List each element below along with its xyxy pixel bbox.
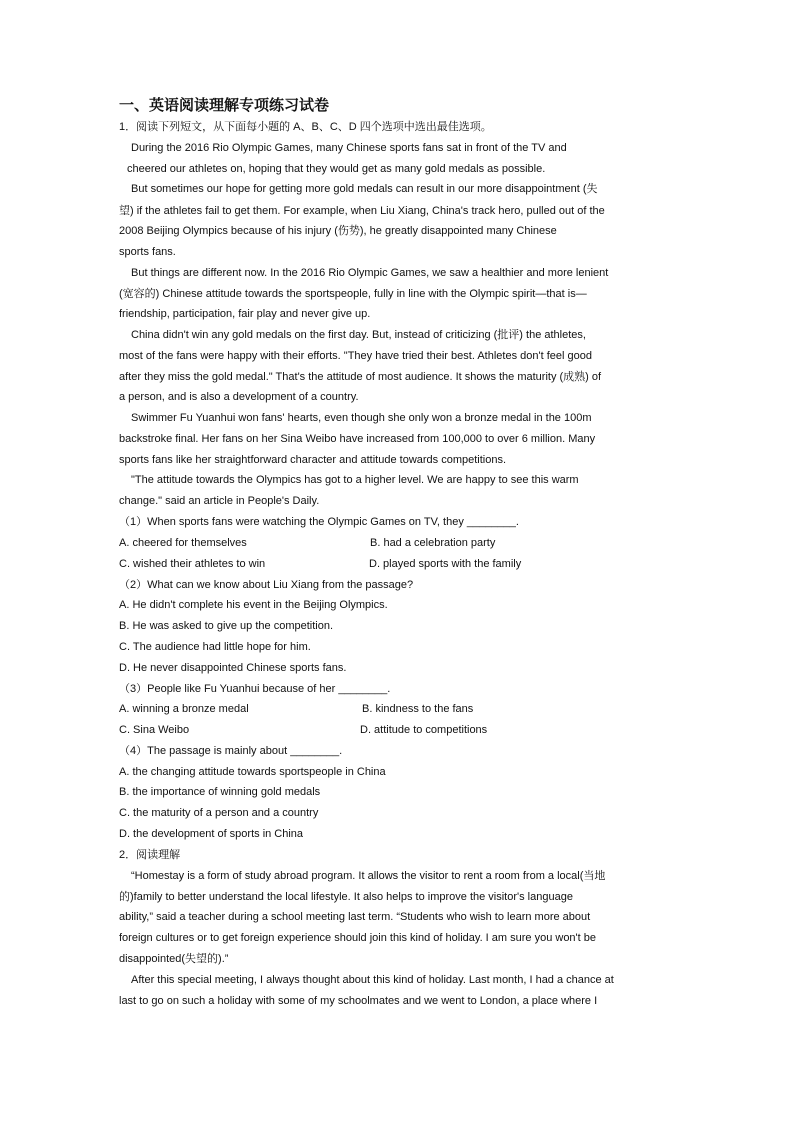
q1-passage-line: change." said an article in People's Daily.: [119, 495, 320, 507]
q1-sub2-option-d: D. He never disappointed Chinese sports fans.: [119, 662, 347, 674]
q1-sub4-option-c: C. the maturity of a person and a country: [119, 807, 319, 819]
q1-sub2-stem: （2）What can we know about Liu Xiang from the passage?: [119, 579, 414, 591]
q1-sub1-stem: （1）When sports fans were watching the Olympic Games on TV, they ________.: [119, 516, 519, 528]
q1-sub2-option-a: A. He didn't complete his event in the Beijing Olympics.: [119, 599, 388, 611]
q1-passage-line: (宽容的) Chinese attitude towards the sportspeople, fully in line with the Olympic spirit—that is—: [119, 288, 587, 300]
q1-passage-line: most of the fans were happy with their efforts. "They have tried their best. Athletes don't feel good: [119, 350, 592, 362]
q1-sub1-option-b: B. had a celebration party: [370, 537, 496, 549]
q1-passage-line: friendship, participation, fair play and never give up.: [119, 308, 371, 320]
q1-passage-line: But sometimes our hope for getting more gold medals can result in our more disappointment (失: [131, 183, 598, 195]
q1-sub1-option-c: C. wished their athletes to win: [119, 558, 266, 570]
q1-sub3-option-d: D. attitude to competitions: [360, 724, 488, 736]
q1-passage-line: after they miss the gold medal." That's the attitude of most audience. It shows the maturity (成熟) of: [119, 371, 602, 383]
q2-header: 2．阅读理解: [119, 849, 181, 861]
q1-passage-line: cheered our athletes on, hoping that they would get as many gold medals as possible.: [127, 163, 546, 175]
q2-passage-line: “Homestay is a form of study abroad program. It allows the visitor to rent a room from a local(当地: [131, 870, 606, 882]
q1-passage-line: 望) if the athletes fail to get them. For example, when Liu Xiang, China's track hero, pulled out of the: [119, 205, 605, 217]
q1-sub3-option-a: A. winning a bronze medal: [119, 703, 249, 715]
page-title: 一、英语阅读理解专项练习试卷: [119, 97, 330, 114]
q1-passage-line: sports fans.: [119, 246, 176, 258]
q1-passage-line: Swimmer Fu Yuanhui won fans' hearts, even though she only won a bronze medal in the 100m: [131, 412, 592, 424]
q1-passage-line: backstroke final. Her fans on her Sina Weibo have increased from 100,000 to over 6 million. Many: [119, 433, 596, 445]
q1-passage-line: a person, and is also a development of a country.: [119, 391, 359, 403]
q1-sub3-stem: （3）People like Fu Yuanhui because of her ________.: [119, 683, 391, 695]
q1-sub4-stem: （4）The passage is mainly about ________.: [119, 745, 343, 757]
q1-passage-line: But things are different now. In the 2016 Rio Olympic Games, we saw a healthier and more lenient: [131, 267, 609, 279]
q1-sub4-option-b: B. the importance of winning gold medals: [119, 786, 321, 798]
q1-sub2-option-c: C. The audience had little hope for him.: [119, 641, 311, 653]
q1-passage-line: China didn't win any gold medals on the first day. But, instead of criticizing (批评) the athletes,: [131, 329, 586, 341]
q1-sub4-option-a: A. the changing attitude towards sportspeople in China: [119, 766, 386, 778]
q1-passage-line: "The attitude towards the Olympics has got to a higher level. We are happy to see this warm: [131, 474, 579, 486]
q1-sub2-option-b: B. He was asked to give up the competition.: [119, 620, 334, 632]
q2-passage-line: After this special meeting, I always thought about this kind of holiday. Last month, I had a chance at: [131, 974, 614, 986]
q2-passage-line: disappointed(失望的).”: [119, 953, 229, 965]
q1-sub1-option-d: D. played sports with the family: [369, 558, 522, 570]
q1-passage-line: During the 2016 Rio Olympic Games, many Chinese sports fans sat in front of the TV and: [131, 142, 567, 154]
q1-sub4-option-d: D. the development of sports in China: [119, 828, 304, 840]
q2-passage-line: foreign cultures or to get foreign experience should join this kind of holiday. I am sure you won't be: [119, 932, 597, 944]
q1-header: 1．阅读下列短文，从下面每小题的 A、B、C、D 四个选项中选出最佳选项。: [119, 121, 492, 133]
q1-sub3-option-b: B. kindness to the fans: [362, 703, 474, 715]
q2-passage-line: 的)family to better understand the local lifestyle. It also helps to improve the visitor's language: [119, 891, 573, 903]
q1-passage-line: 2008 Beijing Olympics because of his injury (伤势), he greatly disappointed many Chinese: [119, 225, 557, 237]
q1-sub1-option-a: A. cheered for themselves: [119, 537, 247, 549]
q1-passage-line: sports fans like her straightforward character and attitude towards competitions.: [119, 454, 507, 466]
q2-passage-line: last to go on such a holiday with some of my schoolmates and we went to London, a place where I: [119, 995, 598, 1007]
q2-passage-line: ability,” said a teacher during a school meeting last term. “Students who wish to learn more about: [119, 911, 591, 923]
q1-sub3-option-c: C. Sina Weibo: [119, 724, 190, 736]
